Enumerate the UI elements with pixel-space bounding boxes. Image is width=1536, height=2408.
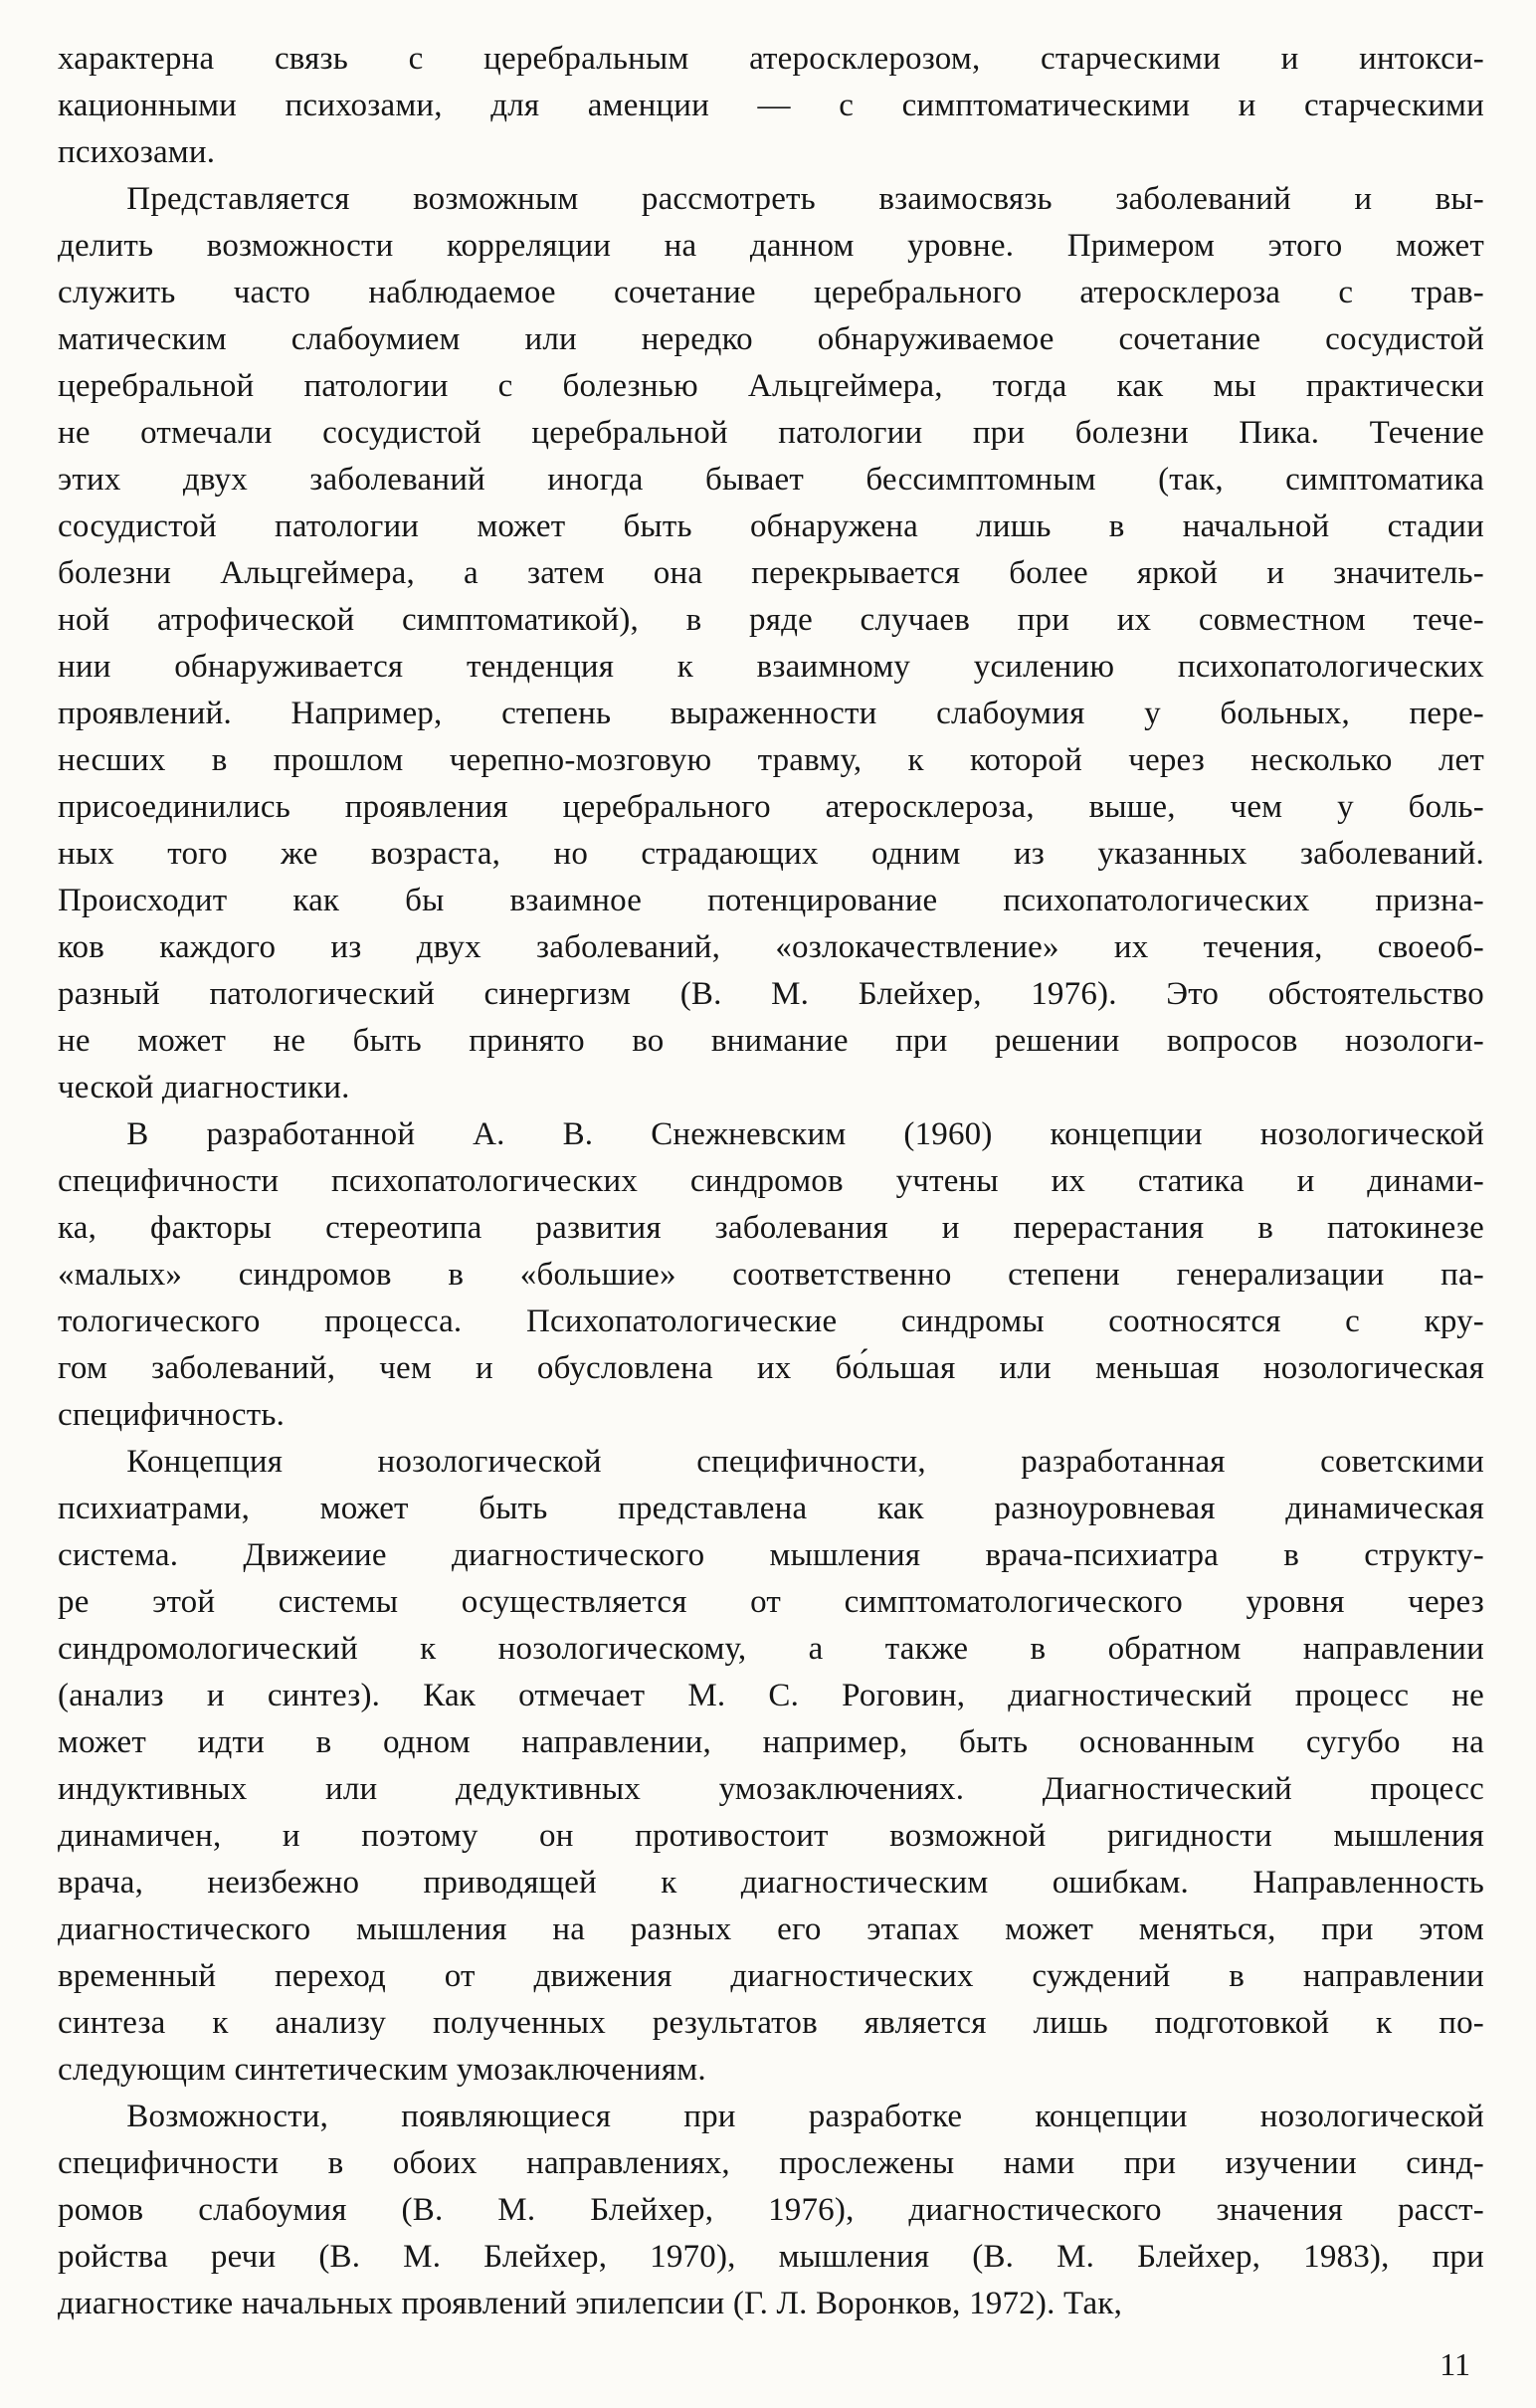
text-line: нии обнаруживается тенденция к взаимному усилению психопатологических [58, 649, 1484, 685]
text-line: Концепция нозологической специфичности, разработанная советскими [126, 1444, 1484, 1480]
text-line: присоединились проявления церебрального атеросклероза, выше, чем у боль- [58, 789, 1484, 825]
text-line: проявлений. Например, степень выраженности слабоумия у больных, пере- [58, 696, 1484, 731]
text-line: ка, факторы стереотипа развития заболевания и перерастания в патокинезе [58, 1210, 1484, 1246]
paragraph [58, 1111, 1484, 1439]
text-block [58, 36, 1484, 2327]
text-line: динамичен, и поэтому он противостоит возможной ригидности мышления [58, 1818, 1484, 1854]
text-line: следующим синтетическим умозаключениям. [58, 2052, 706, 2088]
text-line: врача, неизбежно приводящей к диагностическим ошибкам. Направленность [58, 1865, 1484, 1901]
text-line: характерна связь с церебральным атеросклерозом, старческими и интокси- [58, 41, 1484, 77]
text-line: временный переход от движения диагностических суждений в направлении [58, 1958, 1484, 1994]
text-line: разный патологический синергизм (В. М. Блейхер, 1976). Это обстоятельство [58, 976, 1484, 1012]
paragraph [58, 176, 1484, 1111]
text-line: ре этой системы осуществляется от симптоматологического уровня через [58, 1584, 1484, 1620]
text-line: несших в прошлом черепно-мозговую травму, к которой через несколько лет [58, 742, 1484, 778]
text-line: психиатрами, может быть представлена как разноуровневая динамическая [58, 1491, 1484, 1526]
text-line: этих двух заболеваний иногда бывает бессимптомным (так, симптоматика [58, 462, 1484, 498]
text-line: тологического процесса. Психопатологические синдромы соотносятся с кру- [58, 1304, 1484, 1339]
text-line: «малых» синдромов в «большие» соответственно степени генерализации па- [58, 1257, 1484, 1293]
text-line: матическим слабоумием или нередко обнаруживаемое сочетание сосудистой [58, 321, 1484, 357]
text-line: ков каждого из двух заболеваний, «озлокачествление» их течения, своеоб- [58, 929, 1484, 965]
text-line: синдромологический к нозологическому, а также в обратном направлении [58, 1631, 1484, 1667]
text-line: болезни Альцгеймера, а затем она перекрывается более яркой и значитель- [58, 555, 1484, 591]
text-line: не отмечали сосудистой церебральной патологии при болезни Пика. Течение [58, 415, 1484, 451]
text-line: служить часто наблюдаемое сочетание церебрального атеросклероза с трав- [58, 275, 1484, 310]
paragraph [58, 2094, 1484, 2327]
text-line: психозами. [58, 134, 216, 170]
text-line: не может не быть принято во внимание при решении вопросов нозологи- [58, 1023, 1484, 1059]
text-line: индуктивных или дедуктивных умозаключениях. Диагностический процесс [58, 1771, 1484, 1807]
text-line: делить возможности корреляции на данном уровне. Примером этого может [58, 228, 1484, 264]
text-line: ной атрофической симптоматикой), в ряде случаев при их совместном тече- [58, 602, 1484, 638]
paragraph [58, 1439, 1484, 2094]
text-line: специфичности психопатологических синдромов учтены их статика и динами- [58, 1163, 1484, 1199]
text-line: В разработанной А. В. Снежневским (1960) концепции нозологической [126, 1116, 1484, 1152]
text-line: ных того же возраста, но страдающих одним из указанных заболеваний. [58, 836, 1484, 872]
text-line: сосудистой патологии может быть обнаружена лишь в начальной стадии [58, 508, 1484, 544]
text-line: система. Движеиие диагностического мышления врача-психиатра в структу- [58, 1537, 1484, 1573]
text-line: специфичность. [58, 1397, 286, 1433]
text-line: гом заболеваний, чем и обусловлена их бо́льшая или меньшая нозологическая [58, 1350, 1484, 1386]
text-line: ройства речи (В. М. Блейхер, 1970), мышления (В. М. Блейхер, 1983), при [58, 2239, 1484, 2275]
text-line: специфичности в обоих направлениях, прослежены нами при изучении синд- [58, 2145, 1484, 2181]
text-line: может идти в одном направлении, например, быть основанным сугубо на [58, 1724, 1484, 1760]
text-line: Происходит как бы взаимное потенцирование психопатологических призна- [58, 883, 1484, 918]
paragraph [58, 36, 1484, 176]
text-line: синтеза к анализу полученных результатов является лишь подготовкой к по- [58, 2005, 1484, 2041]
text-line: Возможности, появляющиеся при разработке концепции нозологической [126, 2099, 1484, 2134]
text-line: ромов слабоумия (В. М. Блейхер, 1976), диагностического значения расст- [58, 2192, 1484, 2228]
page-number: 11 [1440, 2346, 1470, 2382]
text-line: церебральной патологии с болезнью Альцгеймера, тогда как мы практически [58, 368, 1484, 404]
text-line: диагностике начальных проявлений эпилепсии (Г. Л. Воронков, 1972). Так, [58, 2286, 1123, 2321]
text-line: диагностического мышления на разных его этапах может меняться, при этом [58, 1911, 1484, 1947]
text-line: Представляется возможным рассмотреть взаимосвязь заболеваний и вы- [126, 181, 1484, 217]
text-line: ческой диагностики. [58, 1070, 350, 1105]
text-line: (анализ и синтез). Как отмечает М. С. Роговин, диагностический процесс не [58, 1678, 1484, 1713]
text-line: кационными психозами, для аменции — с симптоматическими и старческими [58, 88, 1484, 123]
